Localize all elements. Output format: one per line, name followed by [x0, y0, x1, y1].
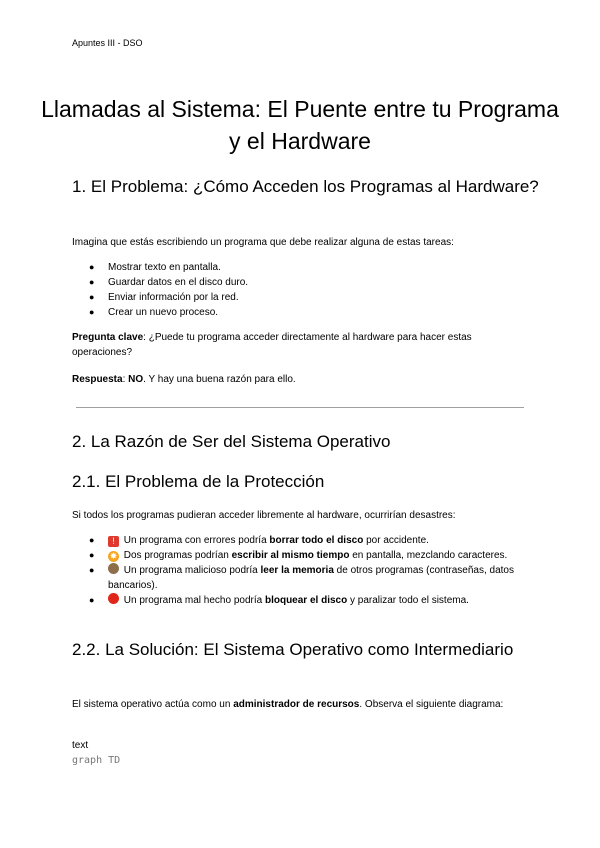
- list-item: ● ✸ Dos programas podrían escribir al mismo tiempo en pantalla, mezclando caracteres.: [89, 550, 508, 561]
- answer: Respuesta: NO. Y hay una buena razón para ello.: [72, 374, 296, 385]
- bullet-icon: ●: [89, 307, 95, 317]
- answer-label: Respuesta: [72, 374, 123, 385]
- section-1-heading: 1. El Problema: ¿Cómo Acceden los Programas al Hardware?: [72, 177, 539, 196]
- section-2-2-heading: 2.2. La Solución: El Sistema Operativo como Intermediario: [72, 640, 514, 659]
- list-item: ● Crear un nuevo proceso.: [89, 307, 219, 318]
- bullet-icon: ●: [89, 535, 95, 545]
- list-item: ● Guardar datos en el disco duro.: [89, 277, 249, 288]
- document-header: Apuntes III - DSO: [72, 38, 143, 48]
- section-2-2-intro: El sistema operativo actúa como un administrador de recursos. Observa el siguiente diagrama:: [72, 699, 504, 710]
- list-item: ● ! Un programa con errores podría borrar todo el disco por accidente.: [89, 535, 429, 546]
- question-label: Pregunta clave: [72, 332, 144, 343]
- bullet-icon: ●: [89, 277, 95, 287]
- bullet-icon: ●: [89, 565, 95, 575]
- list-item: ● Enviar información por la red.: [89, 292, 239, 303]
- collision-icon: ✸: [109, 551, 118, 561]
- page-title: Llamadas al Sistema: El Puente entre tu Programa y el Hardware: [41, 96, 559, 154]
- code-block-label: text: [72, 740, 89, 751]
- section-2-1-intro: Si todos los programas pudieran acceder libremente al hardware, ocurrirían desastres:: [72, 510, 456, 521]
- red-circle-icon: [108, 593, 119, 604]
- bullet-icon: ●: [89, 292, 95, 302]
- list-item: ● Un programa mal hecho podría bloquear el disco y paralizar todo el sistema.: [89, 595, 469, 606]
- bullet-icon: ●: [89, 595, 95, 605]
- bullet-icon: ●: [89, 550, 95, 560]
- list-item: ● Mostrar texto en pantalla.: [89, 262, 221, 273]
- key-question: Pregunta clave: ¿Puede tu programa acceder directamente al hardware para hacer estas operaciones?: [72, 332, 472, 358]
- disaster-list: [72, 533, 528, 608]
- siren-icon: !: [108, 536, 119, 547]
- list-item: ● Un programa malicioso podría leer la memoria de otros programas (contraseñas, datos bancarios).: [89, 565, 514, 591]
- code-block-line: graph TD: [72, 755, 121, 766]
- section-2-heading: 2. La Razón de Ser del Sistema Operativo: [72, 432, 391, 451]
- task-list: [72, 260, 528, 320]
- detective-icon: [108, 563, 119, 574]
- section-1-intro: Imagina que estás escribiendo un programa que debe realizar alguna de estas tareas:: [72, 237, 454, 248]
- bullet-icon: ●: [89, 262, 95, 272]
- answer-no: NO: [128, 374, 144, 385]
- horizontal-divider: [76, 407, 524, 408]
- section-2-1-heading: 2.1. El Problema de la Protección: [72, 472, 325, 491]
